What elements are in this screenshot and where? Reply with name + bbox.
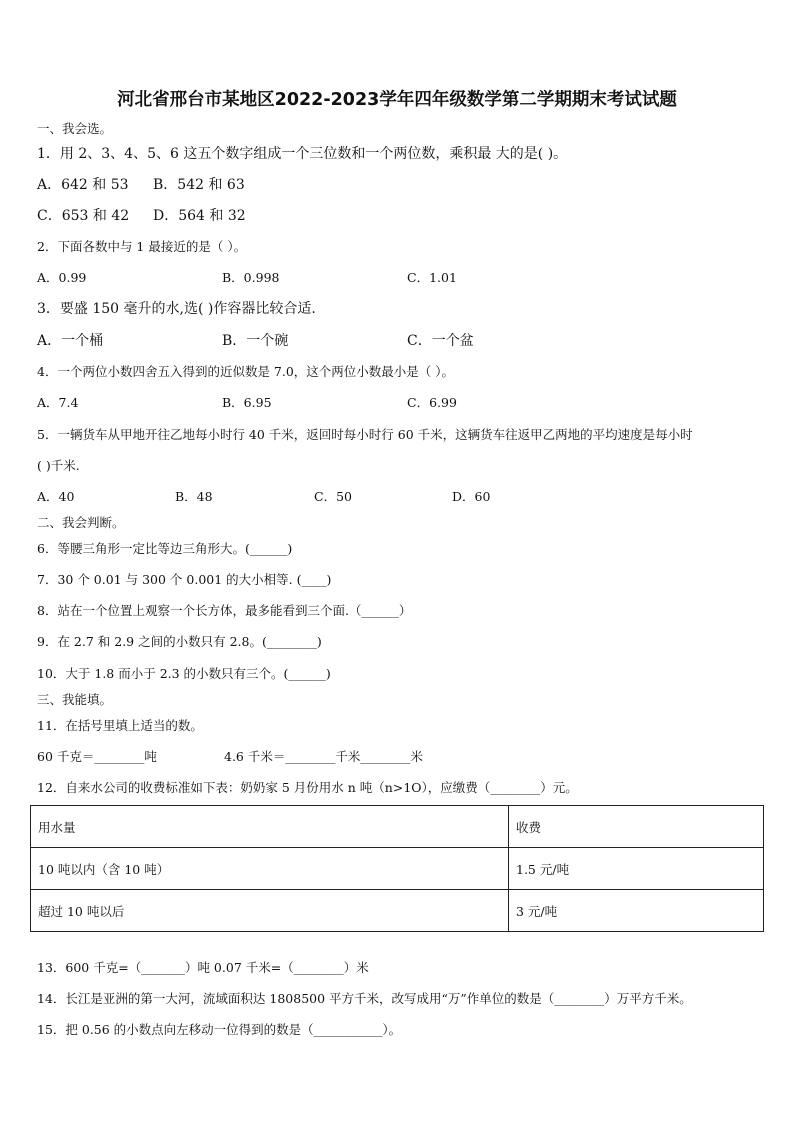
question-7: 7．30 个 0.01 与 300 个 0.001 的大小相等. (____) [37, 572, 332, 587]
section-heading-judge: 二、我会判断。 [37, 515, 125, 530]
question-1-option-d: D．564 和 32 [153, 208, 246, 224]
question-1-option-a: A．642 和 53 [37, 177, 129, 193]
question-1-option-b: B．542 和 63 [153, 177, 245, 193]
question-15: 15．把 0.56 的小数点向左移动一位得到的数是（___________）。 [37, 1022, 402, 1037]
question-3-stem: 3．要盛 150 毫升的水,选( )作容器比较合适. [37, 301, 316, 317]
table-row [31, 890, 764, 932]
question-9: 9．在 2.7 和 2.9 之间的小数只有 2.8。(________) [37, 634, 322, 649]
question-2-option-b: B．0.998 [222, 270, 280, 285]
section-heading-fill: 三、我能填。 [37, 692, 113, 707]
question-12-stem: 12．自来水公司的收费标准如下表：奶奶家 5 月份用水 n 吨（n>1O），应缴费（________）元。 [37, 780, 578, 795]
question-5-option-d: D．60 [452, 489, 491, 504]
table-row [31, 806, 764, 848]
table-row [31, 848, 764, 890]
table-cell: 超过 10 吨以后 [31, 890, 509, 932]
question-3-option-c: C．一个盆 [407, 333, 474, 349]
question-2-stem: 2．下面各数中与 1 最接近的是（ ）。 [37, 239, 247, 254]
question-2-option-a: A．0.99 [37, 270, 87, 285]
question-5-option-b: B．48 [175, 489, 213, 504]
table-cell: 1.5 元/吨 [509, 848, 764, 890]
water-fee-table [30, 805, 764, 932]
question-14: 14．长江是亚洲的第一大河，流域面积达 1808500 平方千米，改写成用“万”作单位的数是（________）万平方千米。 [37, 991, 692, 1006]
question-3-option-b: B．一个碗 [222, 333, 289, 349]
table-cell: 10 吨以内（含 10 吨） [31, 848, 509, 890]
question-4-option-a: A．7.4 [37, 395, 79, 410]
question-4-option-c: C．6.99 [407, 395, 457, 410]
table-cell: 用水量 [31, 806, 509, 848]
question-1-option-c: C．653 和 42 [37, 208, 130, 224]
question-11-line-b: 4.6 千米＝________千米________米 [224, 749, 423, 764]
question-4-option-b: B．6.95 [222, 395, 272, 410]
question-2-option-c: C．1.01 [407, 270, 457, 285]
table-cell: 3 元/吨 [509, 890, 764, 932]
question-8: 8．站在一个位置上观察一个长方体，最多能看到三个面.（______） [37, 603, 412, 618]
table-cell: 收费 [509, 806, 764, 848]
question-6: 6．等腰三角形一定比等边三角形大。(______) [37, 541, 293, 556]
question-4-stem: 4．一个两位小数四舍五入得到的近似数是 7.0，这个两位小数最小是（ ）。 [37, 364, 455, 379]
question-5-stem-continued: ( )千米. [37, 458, 80, 473]
question-11-stem: 11．在括号里填上适当的数。 [37, 718, 203, 733]
page-title: 河北省邢台市某地区2022-2023学年四年级数学第二学期期末考试试题 [117, 90, 677, 110]
question-5-option-a: A．40 [37, 489, 75, 504]
question-13: 13．600 千克=（_______）吨 0.07 千米=（________）米 [37, 960, 369, 975]
question-10: 10．大于 1.8 而小于 2.3 的小数只有三个。(______) [37, 666, 331, 681]
question-11-line-a: 60 千克＝________吨 [37, 749, 157, 764]
question-5-stem: 5．一辆货车从甲地开往乙地每小时行 40 千米，返回时每小时行 60 千米，这辆货车往返甲乙两地的平均速度是每小时 [37, 427, 693, 442]
question-3-option-a: A．一个桶 [37, 333, 104, 349]
question-1-stem: 1．用 2、3、4、5、6 这五个数字组成一个三位数和一个两位数，乘积最 大的是( )。 [37, 146, 568, 162]
section-heading-choice: 一、我会选。 [37, 121, 113, 136]
question-5-option-c: C．50 [314, 489, 352, 504]
